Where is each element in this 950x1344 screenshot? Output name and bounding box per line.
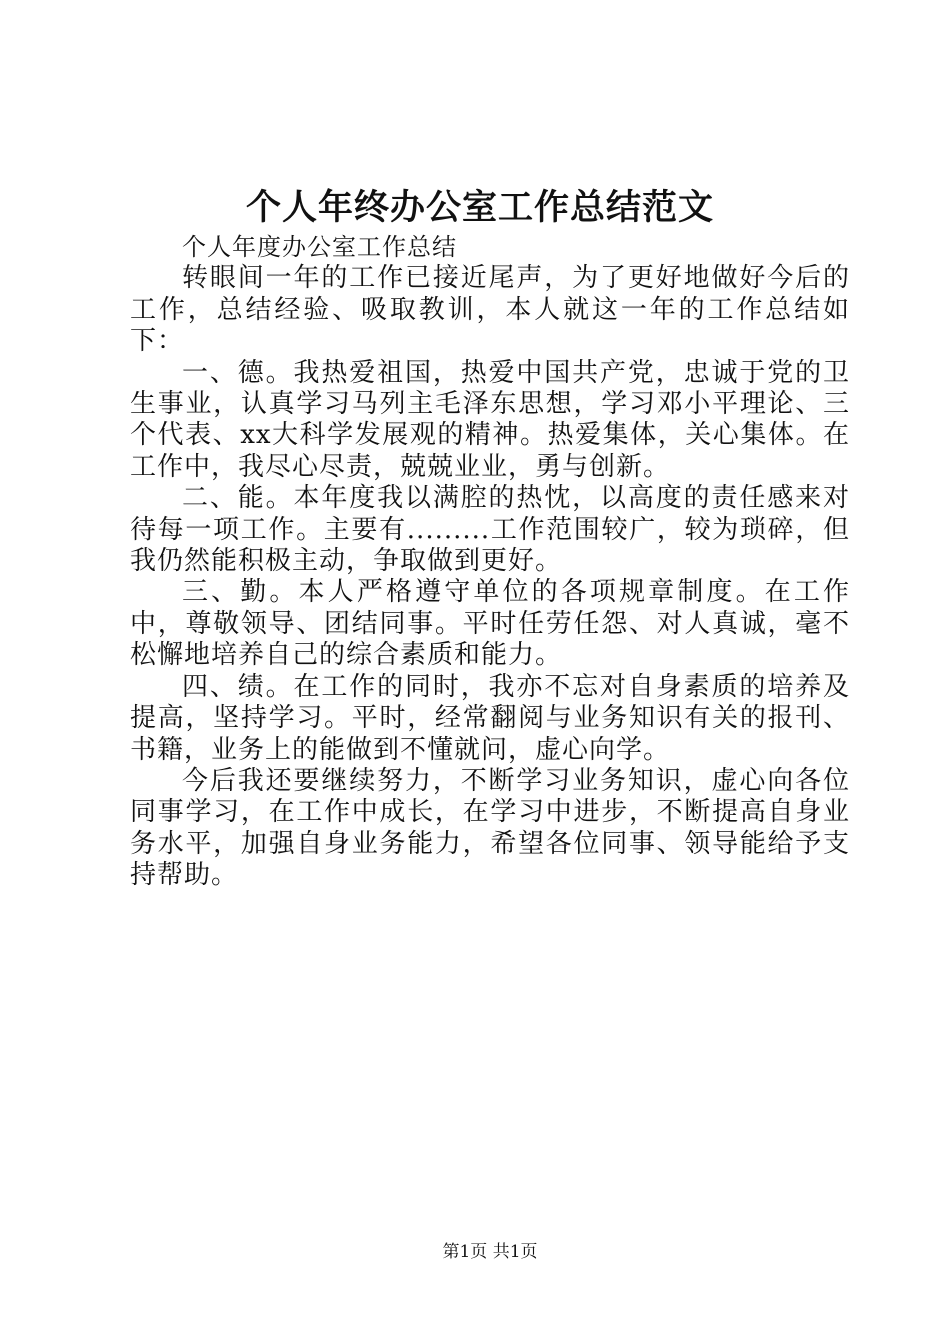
- paragraph-intro: 转眼间一年的工作已接近尾声，为了更好地做好今后的工作，总结经验、吸取教训，本人就这一年的工作总结如下：: [130, 263, 850, 357]
- document-body: [130, 232, 850, 892]
- paragraph-diligence: 三、勤。本人严格遵守单位的各项规章制度。在工作中，尊敬领导、团结同事。平时任劳任怨、对人真诚，毫不松懈地培养自己的综合素质和能力。: [130, 577, 850, 671]
- document-title: 个人年终办公室工作总结范文: [245, 187, 714, 228]
- paragraph-achievement: 四、绩。在工作的同时，我亦不忘对自身素质的培养及提高，坚持学习。平时，经常翻阅与业务知识有关的报刊、书籍，业务上的能做到不懂就问，虚心向学。: [130, 671, 850, 765]
- paragraph-ability: 二、能。本年度我以满腔的热忱，以高度的责任感来对待每一项工作。主要有.........工作范围较广，较为琐碎，但我仍然能积极主动，争取做到更好。: [130, 483, 850, 577]
- paragraph-virtue: 一、德。我热爱祖国，热爱中国共产党，忠诚于党的卫生事业，认真学习马列主毛泽东思想，学习邓小平理论、三个代表、xx大科学发展观的精神。热爱集体，关心集体。在工作中，我尽心尽责，兢兢业业，勇与创新。: [130, 357, 850, 482]
- page-number-footer: 第1页 共1页: [442, 1242, 538, 1262]
- paragraph-conclusion: 今后我还要继续努力，不断学习业务知识，虚心向各位同事学习，在工作中成长，在学习中进步，不断提高自身业务水平，加强自身业务能力，希望各位同事、领导能给予支持帮助。: [130, 765, 850, 891]
- document-subtitle: 个人年度办公室工作总结: [182, 233, 457, 261]
